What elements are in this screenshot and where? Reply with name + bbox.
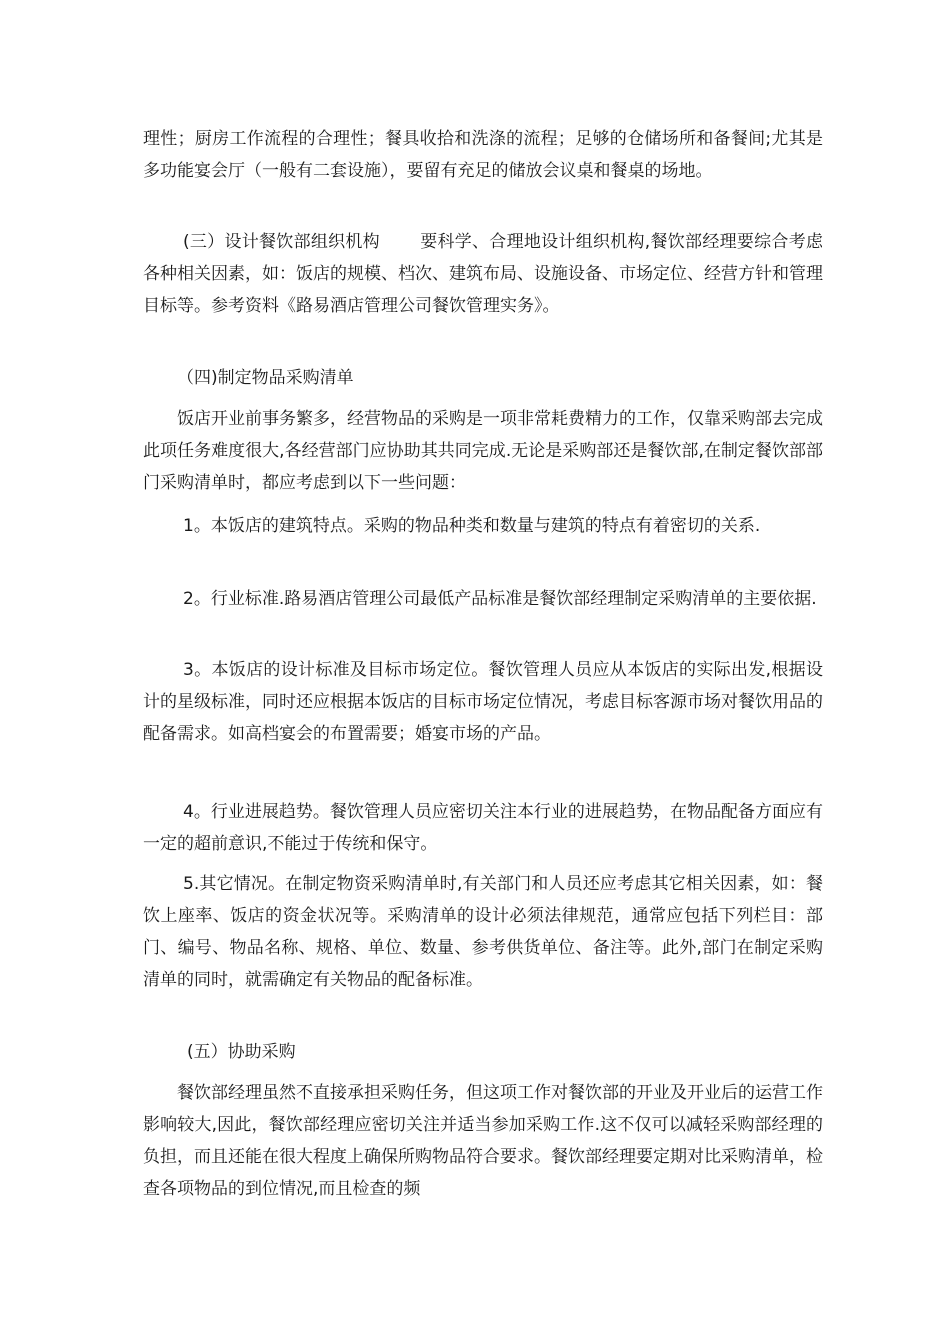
- paragraph-section-3: (三）设计餐饮部组织机构 要科学、合理地设计组织机构,餐饮部经理要综合考虑各种相关因素，如：饭店的规模、档次、建筑布局、设施设备、市场定位、经营方针和管理目标等。参考资料《路易酒店管理公司餐饮管理实务》。: [143, 232, 823, 316]
- list-item-2: 2。行业标准.路易酒店管理公司最低产品标准是餐饮部经理制定采购清单的主要依据.: [183, 589, 817, 609]
- paragraph-assist-procurement: 餐饮部经理虽然不直接承担采购任务，但这项工作对餐饮部的开业及开业后的运营工作影响较大,因此，餐饮部经理应密切关注并适当参加采购工作.这不仅可以减轻采购部经理的负担，而且还能在很大程度上确保所购物品符合要求。餐饮部经理要定期对比采购清单，检查各项物品的到位情况,而且检查的频: [143, 1083, 823, 1199]
- list-item-3: 3。本饭店的设计标准及目标市场定位。餐饮管理人员应从本饭店的实际出发,根据设计的星级标准，同时还应根据本饭店的目标市场定位情况，考虑目标客源市场对餐饮用品的配备需求。如高档宴会的布置需要；婚宴市场的产品。: [143, 660, 823, 744]
- heading-section-4: （四)制定物品采购清单: [177, 368, 354, 388]
- list-item-1: 1。本饭店的建筑特点。采购的物品种类和数量与建筑的特点有着密切的关系.: [183, 516, 761, 536]
- list-item-4: 4。行业进展趋势。餐饮管理人员应密切关注本行业的进展趋势，在物品配备方面应有一定的超前意识,不能过于传统和保守。: [143, 802, 823, 854]
- paragraph-continuation: 理性；厨房工作流程的合理性；餐具收拾和洗涤的流程；足够的仓储场所和备餐间;尤其是多功能宴会厅（一般有二套设施），要留有充足的储放会议桌和餐桌的场地。: [143, 129, 823, 181]
- heading-section-5: (五）协助采购: [187, 1042, 296, 1062]
- paragraph-procurement-intro: 饭店开业前事务繁多，经营物品的采购是一项非常耗费精力的工作，仅靠采购部去完成此项任务难度很大,各经营部门应协助其共同完成.无论是采购部还是餐饮部,在制定餐饮部部门采购清单时，都应考虑到以下一些问题：: [143, 409, 823, 493]
- list-item-5: 5.其它情况。在制定物资采购清单时,有关部门和人员还应考虑其它相关因素，如：餐饮上座率、饭店的资金状况等。采购清单的设计必须法律规范，通常应包括下列栏目：部门、编号、物品名称、规格、单位、数量、参考供货单位、备注等。此外,部门在制定采购清单的同时，就需确定有关物品的配备标准。: [143, 874, 823, 990]
